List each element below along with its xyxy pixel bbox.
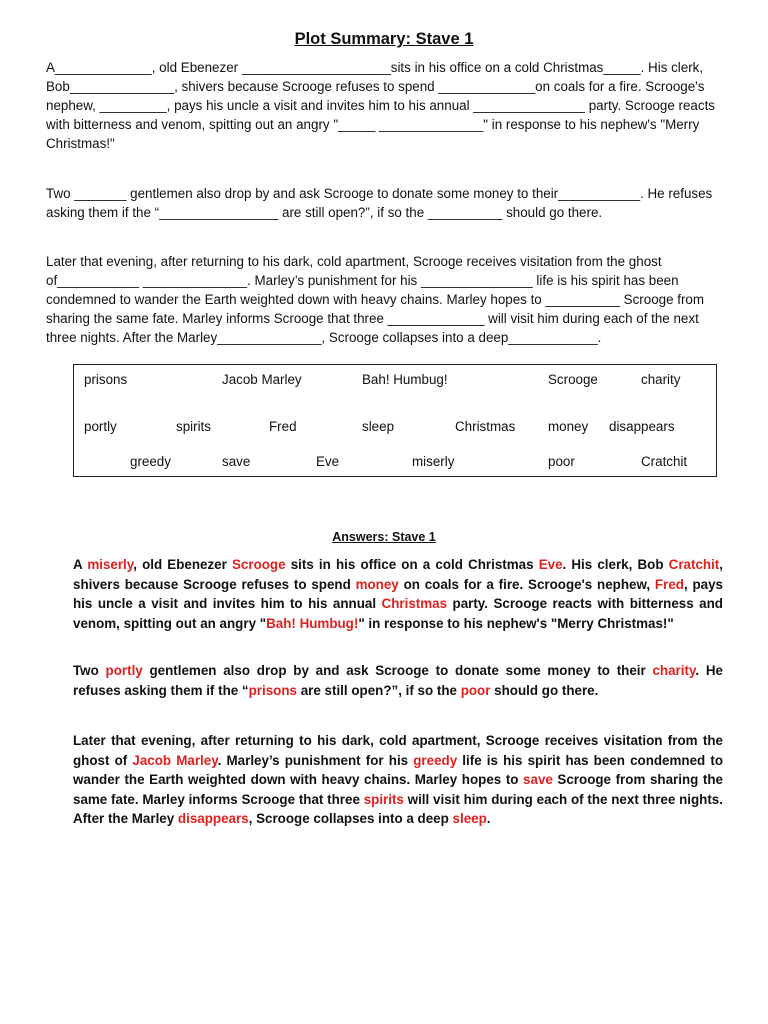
- answer-text: party. Scrooge reacts with bitterness and venom, spitting out an angry ": [73, 596, 723, 631]
- answer-word: spirits: [363, 791, 404, 807]
- word-bank-item: Jacob Marley: [222, 372, 302, 387]
- word-bank-item: disappears: [609, 419, 675, 434]
- answer-text: " in response to his nephew's "Merry Christmas!": [358, 615, 674, 631]
- page-title: Plot Summary: Stave 1: [294, 30, 474, 48]
- answer-text: will visit him during each of the next three nights. After the Marley: [73, 791, 723, 826]
- answer-text: Two: [73, 663, 106, 678]
- answer-word: Eve: [538, 557, 563, 572]
- word-bank-item: poor: [548, 454, 575, 469]
- word-bank-item: Cratchit: [641, 454, 688, 469]
- summary-paragraph-2: Two _______ gentlemen also drop by and ask Scrooge to donate some money to their___________. He refuses asking them if the “________________ are still open?”, if so the __________ should go there.: [46, 186, 713, 220]
- summary-paragraph-3: Later that evening, after returning to his dark, cold apartment, Scrooge receives visitation from the ghost of___________ ______________. Marley’s punishment for his _______________ life is his spirit has been condemned to wander the Earth weighted down with heavy chains. Marley hopes to __________ Scrooge from sharing the same fate. Marley informs Scrooge that three _____________ will visit him during each of the next three nights. After the Marley______________, Scrooge collapses into a deep____________.: [46, 254, 705, 345]
- word-bank-item: Eve: [316, 454, 340, 469]
- answer-text: on coals for a fire. Scrooge's nephew,: [398, 576, 655, 592]
- word-bank-item: charity: [641, 372, 681, 387]
- answer-text: , pays his uncle a visit and invites him to his annual: [73, 576, 723, 611]
- answer-word: disappears: [177, 811, 249, 826]
- word-bank-item: Scrooge: [548, 372, 598, 387]
- answer-text: Scrooge from sharing the same fate. Marley informs Scrooge that three: [73, 772, 723, 807]
- answer-text: , shivers because Scrooge refuses to spend: [73, 557, 723, 592]
- answer-text: A: [73, 557, 88, 572]
- answer-text: sits in his office on a cold Christmas: [285, 557, 539, 572]
- answer-word: Bah! Humbug!: [266, 615, 359, 631]
- answer-word: Cratchit: [668, 557, 720, 572]
- word-bank-box: [73, 364, 717, 477]
- answer-word: greedy: [413, 752, 458, 768]
- answer-word: miserly: [87, 557, 134, 572]
- answer-text: . Marley’s punishment for his: [217, 752, 414, 768]
- answer-paragraph-2: [73, 661, 723, 700]
- word-bank-item: greedy: [130, 454, 171, 469]
- answer-word: sleep: [452, 811, 487, 826]
- answer-word: prisons: [248, 682, 297, 698]
- answer-text: , old Ebenezer: [133, 557, 232, 572]
- answer-text: should go there.: [490, 682, 599, 698]
- word-bank-item: portly: [84, 419, 117, 434]
- answers-title: Answers: Stave 1: [332, 530, 436, 544]
- answer-word: Fred: [654, 576, 684, 592]
- answer-word: save: [523, 772, 553, 787]
- answer-word: portly: [105, 663, 143, 678]
- word-bank-item: prisons: [84, 372, 128, 387]
- answer-word: Christmas: [381, 596, 448, 611]
- answer-word: money: [355, 576, 399, 592]
- answer-text: are still open?”, if so the: [297, 682, 461, 698]
- answer-text: gentlemen also drop by and ask Scrooge to donate some money to their: [142, 663, 653, 678]
- answer-word: Jacob Marley: [132, 752, 218, 768]
- word-bank-item: save: [222, 454, 251, 469]
- answer-word: charity: [652, 663, 696, 678]
- answer-text: Later that evening, after returning to his dark, cold apartment, Scrooge receives visitation from the ghost of: [73, 733, 723, 768]
- answer-text: . He refuses asking them if the “: [73, 663, 723, 698]
- answer-text: , Scrooge collapses into a deep: [248, 811, 453, 826]
- answer-text: life is his spirit has been condemned to wander the Earth weighted down with heavy chains. Marley hopes to: [73, 752, 723, 787]
- word-bank-item: money: [548, 419, 589, 434]
- answer-paragraph-1: [73, 555, 723, 633]
- answer-word: Scrooge: [231, 557, 286, 572]
- summary-paragraph-1: A_____________, old Ebenezer ____________________sits in his office on a cold Christmas_____. His clerk, Bob______________, shivers because Scrooge refuses to spend _____________on coals for a fire. Scrooge's nephew, _________, pays his uncle a visit and invites him to his annual _______________ party. Scrooge reacts with bitterness and venom, spitting out an angry "_____ ______________" in response to his nephew's "Merry Christmas!": [46, 60, 715, 151]
- word-bank-item: Bah! Humbug!: [362, 372, 448, 387]
- answer-text: . His clerk, Bob: [562, 557, 669, 572]
- answer-paragraph-3: [73, 731, 723, 829]
- answer-word: poor: [460, 682, 491, 698]
- answer-text: .: [486, 811, 491, 826]
- word-bank-item: sleep: [362, 419, 395, 434]
- word-bank-item: Christmas: [455, 419, 516, 434]
- word-bank-item: Fred: [269, 419, 297, 434]
- word-bank-item: spirits: [176, 419, 211, 434]
- word-bank-item: miserly: [412, 454, 455, 469]
